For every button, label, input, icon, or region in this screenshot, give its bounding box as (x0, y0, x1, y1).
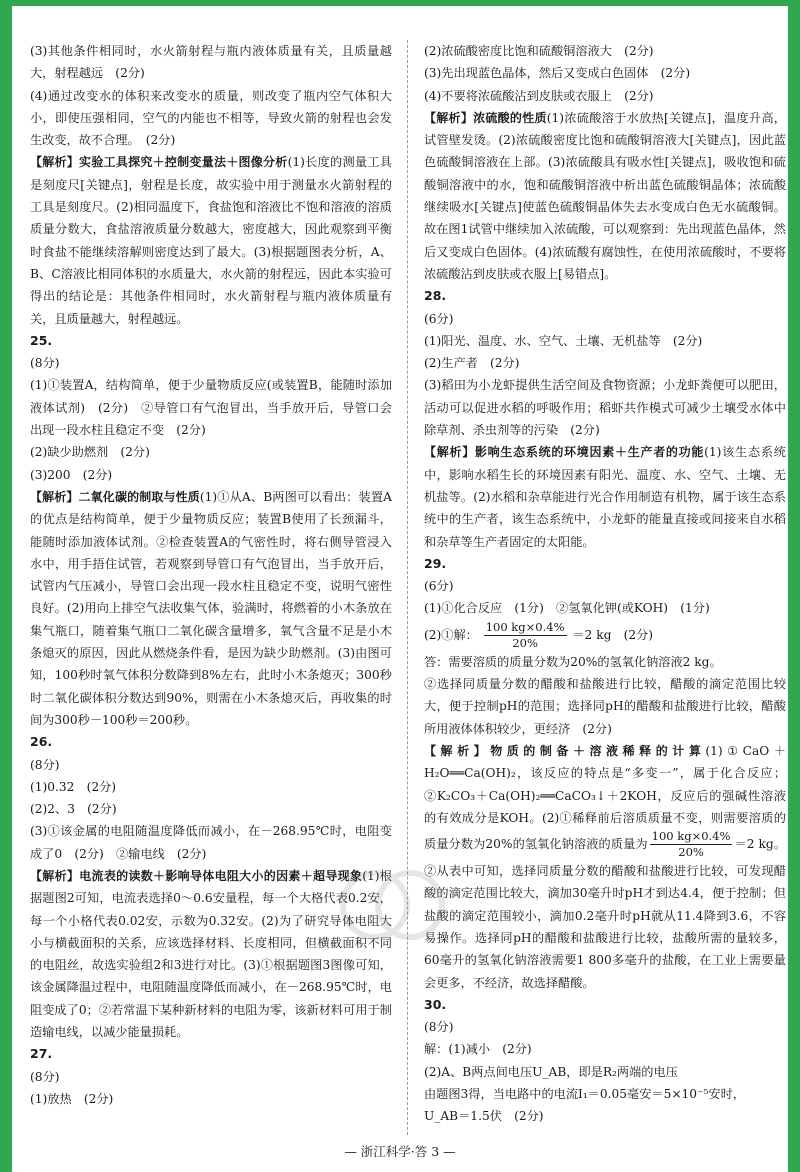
analysis-tag: 【解析】实验工具探究＋控制变量法＋图像分析 (30, 155, 288, 170)
q26-header (30, 731, 392, 753)
q28-header (424, 285, 786, 307)
q25-part3: (3)200 (2分) (30, 467, 113, 482)
analysis-text: (1)浓硫酸溶于水放热[关键点]，温度升高，试管壁发烫。(2)浓硫酸密度比饱和硫酸铜溶液大[关键点]，因此蓝色硫酸铜溶液在上部。(3)浓硫酸具有吸水性[关键点]，吸收饱和硫酸铜溶液中的水，饱和硫酸铜溶液中析出蓝色硫酸铜晶体；浓硫酸继续吸水[关键点]使蓝色硫酸铜晶体失去水变成白色无水硫酸铜。故在图1试管中继续加入浓硫酸，可以观察到：先出现蓝色晶体，然后又变成白色固体。(4)浓硫酸有腐蚀性，在使用浓硫酸时，不要将浓硫酸沾到皮肤或衣服上[易错点]。 (424, 110, 786, 281)
q28-part1: (1)阳光、温度、水、空气、土壤、无机盐等 (2分) (424, 333, 703, 348)
analysis-text: (1)长度的测量工具是刻度尺[关键点]，射程是长度，故实验中用于测量水火箭射程的工具是刻度尺。(2)相同温度下，食盐饱和溶液比不饱和溶液的溶质质量分数大，食盐溶液质量分数越大，密度越大，因此观察到平衡时食盐不能继续溶解则密度达到了最大。(3)根据题图表分析，A、B、C溶液比相同体积的水质量大，水火箭的射程远，因此本实验可得出的结论是：其他条件相同时，水火箭射程与瓶内液体质量有关，且质量越大，射程越远。 (30, 155, 392, 326)
q30-part2: (2)A、B两点间电压U_AB，即是R₂两端的电压 (424, 1064, 678, 1079)
q29-score: (6分) (424, 579, 454, 594)
q27-score: (8分) (30, 1069, 60, 1084)
right-column (424, 40, 786, 1128)
q24-analysis (30, 151, 392, 329)
q30-part4: U_AB＝1.5伏 (2分) (424, 1109, 544, 1124)
right-border (788, 0, 800, 1172)
calc-result: ＝2 kg (2分) (572, 627, 654, 642)
q25-analysis (30, 486, 392, 731)
q30-part3: 由题图3得，当电路中的电流I₁＝0.05毫安＝5×10⁻⁵安时， (424, 1087, 745, 1102)
calc-prefix: (2)①解： (424, 627, 478, 642)
column-divider (407, 40, 408, 1135)
q25-score: (8分) (30, 356, 60, 371)
q28-analysis (424, 441, 786, 552)
q27-part3: (3)先出现蓝色晶体，然后又变成白色固体 (2分) (424, 66, 691, 81)
fraction-denominator: 20% (512, 635, 538, 650)
q29-analysis (424, 740, 786, 994)
question-number: 27. (30, 1046, 53, 1062)
question-number: 30. (424, 996, 447, 1012)
fraction-numerator: 100 kg×0.4% (485, 619, 565, 634)
q27-part2: (2)浓硫酸密度比饱和硫酸铜溶液大 (2分) (424, 44, 654, 58)
fraction-numerator: 100 kg×0.4% (651, 829, 731, 844)
question-number: 29. (424, 555, 447, 571)
fraction-denominator: 20% (678, 845, 704, 860)
q24-part3: (3)其他条件相同时，水火箭射程与瓶内液体质量有关，且质量越大，射程越远 (2分) (30, 44, 392, 81)
q27-part4: (4)不要将浓硫酸沾到皮肤或衣服上 (2分) (424, 88, 654, 103)
fraction (650, 829, 733, 860)
watermark-logo (330, 860, 450, 950)
q28-part3: (3)稻田为小龙虾提供生活空间及食物资源；小龙虾粪便可以肥田，活动可以促进水稻的呼吸作用；稻虾共作模式可减少土壤受水体中除草剂、杀虫剂等的污染 (2分) (424, 378, 786, 438)
q29-part2-calc (424, 620, 786, 651)
q27-part1: (1)放热 (2分) (30, 1091, 114, 1106)
left-border (0, 0, 12, 1172)
q30-score: (8分) (424, 1020, 454, 1035)
q26-part2: (2)2、3 (2分) (30, 802, 117, 817)
q29-answer: 答：需要溶质的质量分数为20%的氢氧化钠溶液2 kg。 (424, 654, 722, 669)
q30-part1: 解：(1)减小 (2分) (424, 1042, 532, 1057)
q29-part1: (1)①化合反应 (1分) ②氢氧化钾(或KOH) (1分) (424, 601, 710, 616)
question-number: 26. (30, 734, 53, 750)
q25-header (30, 330, 392, 352)
analysis-text: (1)该生态系统中，影响水稻生长的环境因素有阳光、温度、水、空气、土壤、无机盐等。(2)水稻和杂草能进行光合作用制造有机物，属于该生态系统中的生产者，该生态系统中，小龙虾的能量直接或间接来自水稻和杂草等生产者固定的太阳能。 (424, 445, 786, 549)
q26-part1: (1)0.32 (2分) (30, 779, 117, 794)
question-number: 25. (30, 332, 53, 348)
q28-part2: (2)生产者 (2分) (424, 356, 520, 371)
q25-part2: (2)缺少助燃剂 (2分) (30, 445, 150, 460)
analysis-text: (1)根据题图2可知，电流表选择0～0.6安量程，每一个大格代表0.2安，每一个小格代表0.02安，示数为0.32安。(2)为了研究导体电阻大小与横截面积的关系，应该选择材料、长度相同，但横截面积不同的电阻丝，故选实验组2和3进行对比。(3)①根据题图3图像可知，该金属降温过程中，电阻随温度降低而减小，在－268.95℃时，电阻变成了0；②若常温下某种新材料的电阻为零，该新材料可用于制造输电线，以减少能量损耗。 (30, 868, 392, 1040)
analysis-text-cont: ＝2 kg。②从表中可知，选择同质量分数的醋酸和盐酸进行比较，可发现醋酸的滴定范围比较大，滴加30毫升时pH才到达4.4，便于控制；但盐酸的滴定范围较小，滴加0.2毫升时pH就从11.4降到3.6，不容易操作。选择同pH的醋酸和盐酸进行比较，盐酸所需的量较多，60毫升的氢氧化钠溶液需要1 800多毫升的盐酸，在工业上需要量会更多，不经济，故选择醋酸。 (424, 837, 786, 990)
q25-part1: (1)①装置A，结构简单，便于少量物质反应(或装置B，能随时添加液体试剂) (2分) ②导管口有气泡冒出，当手放开后，导管口会出现一段水柱且稳定不变 (2分) (30, 378, 392, 438)
q27-header (30, 1043, 392, 1065)
analysis-tag: 【解析】物质的制备＋溶液稀释的计算 (424, 743, 706, 758)
q29-part2b: ②选择同质量分数的醋酸和盐酸进行比较，醋酸的滴定范围比较大，便于控制pH的范围；选择同pH的醋酸和盐酸进行比较，醋酸所用液体体积较少，更经济 (2分) (424, 677, 786, 736)
analysis-tag: 【解析】二氧化碳的制取与性质 (30, 489, 200, 504)
question-number: 28. (424, 288, 447, 304)
q24-part4: (4)通过改变水的体积来改变水的质量，则改变了瓶内空气体积大小，即使压强相同，空气的内能也不相等，导致火箭的射程也会发生改变，故不合理。 (2分) (30, 88, 392, 148)
analysis-text: (1)①从A、B两图可以看出：装置A的优点是结构简单，便于少量物质反应；装置B使用了长颈漏斗，能随时添加液体试剂。②检查装置A的气密性时，将右侧导管浸入水中，用手捂住试管，若观察到导管口有气泡冒出，当手放开后，试管内气压减小，导管口会出现一段水柱且稳定不变，说明气密性良好。(2)用向上排空气法收集气体，验满时，将燃着的小木条放在集气瓶口，随着集气瓶口二氧化碳含量增多，氧气含量不足是小木条熄灭的原因，因此从燃烧条件看，是因为缺少助燃剂。(3)由图可知，100秒时氧气体积分数降到8%左右，此时小木条熄灭；300秒时二氧化碳体积分数达到90%，则需在小木条熄灭后，再收集的时间为300秒－100秒＝200秒。 (30, 489, 392, 727)
q27-analysis (424, 107, 786, 285)
top-border (0, 0, 800, 6)
q30-header (424, 994, 786, 1016)
analysis-tag: 【解析】电流表的读数＋影响导体电阻大小的因素＋超导现象 (30, 868, 363, 883)
q29-header (424, 553, 786, 575)
q26-part3: (3)①该金属的电阻随温度降低而减小，在－268.95℃时，电阻变成了0 (2分) ②输电线 (2分) (30, 824, 392, 861)
analysis-tag: 【解析】浓硫酸的性质 (424, 110, 547, 125)
analysis-tag: 【解析】影响生态系统的环境因素＋生产者的功能 (424, 445, 705, 460)
fraction (484, 620, 567, 651)
page-footer: — 浙江科学·答 3 — (344, 1144, 456, 1159)
analysis-text: (1)①CaO＋H₂O══Ca(OH)₂，该反应的特点是“多变一”，属于化合反应；②K₂CO₃＋Ca(OH)₂══CaCO₃↓＋2KOH，反应后的强碱性溶液的有效成分是KOH。(2)①稀释前后溶质质量不变，则需要溶质的质量分数为20%的氢氧化钠溶液的质量为 (424, 743, 786, 852)
q28-score: (6分) (424, 311, 454, 326)
q26-score: (8分) (30, 757, 60, 772)
